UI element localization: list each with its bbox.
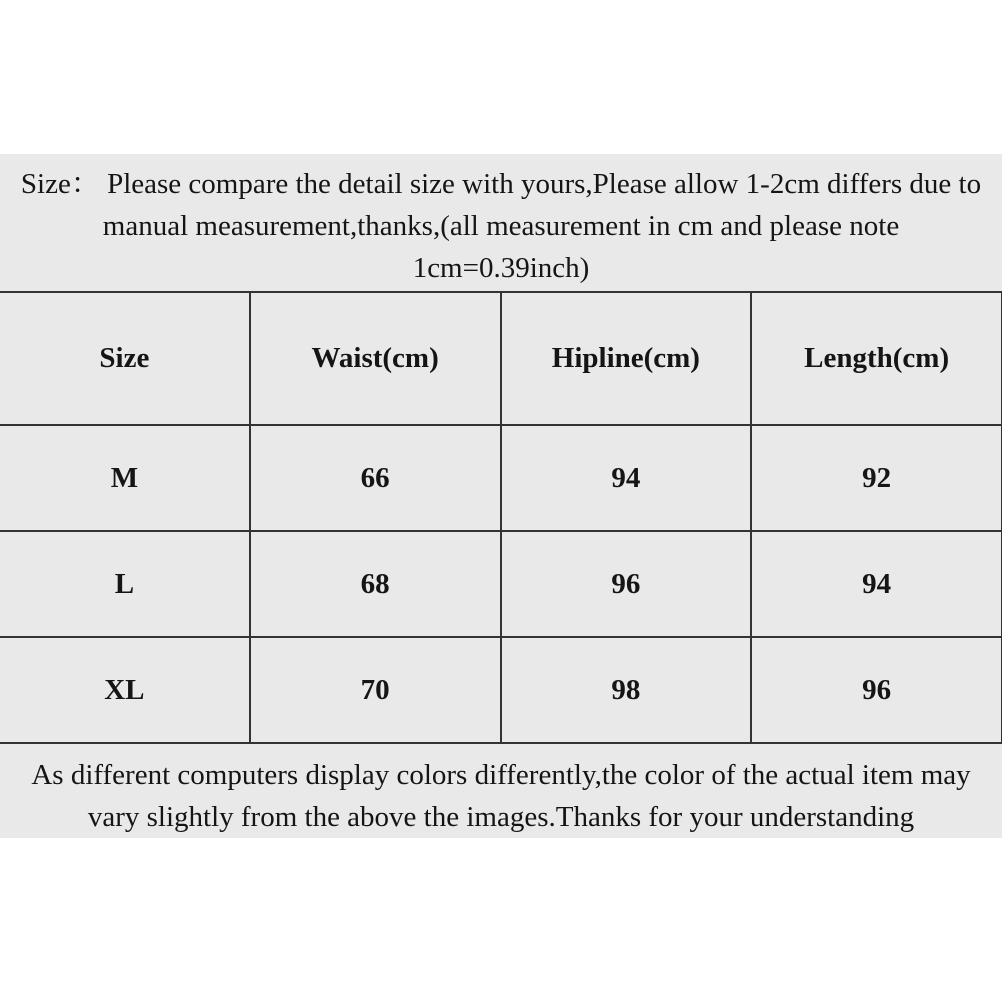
measurement-disclaimer-line: manual measurement,thanks,(all measurement in cm and please note — [102, 210, 900, 242]
waist-value: 66 — [250, 425, 501, 531]
waist-value: 70 — [250, 637, 501, 743]
color-disclaimer-line: As different computers display colors differently,the color of the actual item may — [31, 759, 971, 791]
measurement-disclaimer-line: 1cm=0.39inch) — [412, 252, 590, 284]
hipline-value: 94 — [501, 425, 752, 531]
size-label: L — [0, 531, 250, 637]
table-row-l — [0, 531, 1002, 637]
size-label: M — [0, 425, 250, 531]
column-header-waist: Waist(cm) — [250, 292, 501, 425]
length-value: 92 — [751, 425, 1002, 531]
column-header-size: Size — [0, 292, 250, 425]
table-row-m — [0, 425, 1002, 531]
measurement-disclaimer-line: Size： Please compare the detail size with yours,Please allow 1-2cm differs due to — [20, 168, 982, 200]
column-header-length: Length(cm) — [751, 292, 1002, 425]
size-table — [0, 291, 1002, 744]
table-row-xl — [0, 637, 1002, 743]
length-value: 94 — [751, 531, 1002, 637]
size-table-header-row — [0, 292, 1002, 425]
color-disclaimer-line: vary slightly from the above the images.Thanks for your understanding — [87, 801, 915, 833]
waist-value: 68 — [250, 531, 501, 637]
size-chart-panel — [0, 154, 1002, 838]
hipline-value: 98 — [501, 637, 752, 743]
hipline-value: 96 — [501, 531, 752, 637]
measurement-disclaimer — [0, 163, 1002, 289]
size-label: XL — [0, 637, 250, 743]
color-disclaimer — [0, 754, 1002, 838]
length-value: 96 — [751, 637, 1002, 743]
column-header-hipline: Hipline(cm) — [501, 292, 752, 425]
